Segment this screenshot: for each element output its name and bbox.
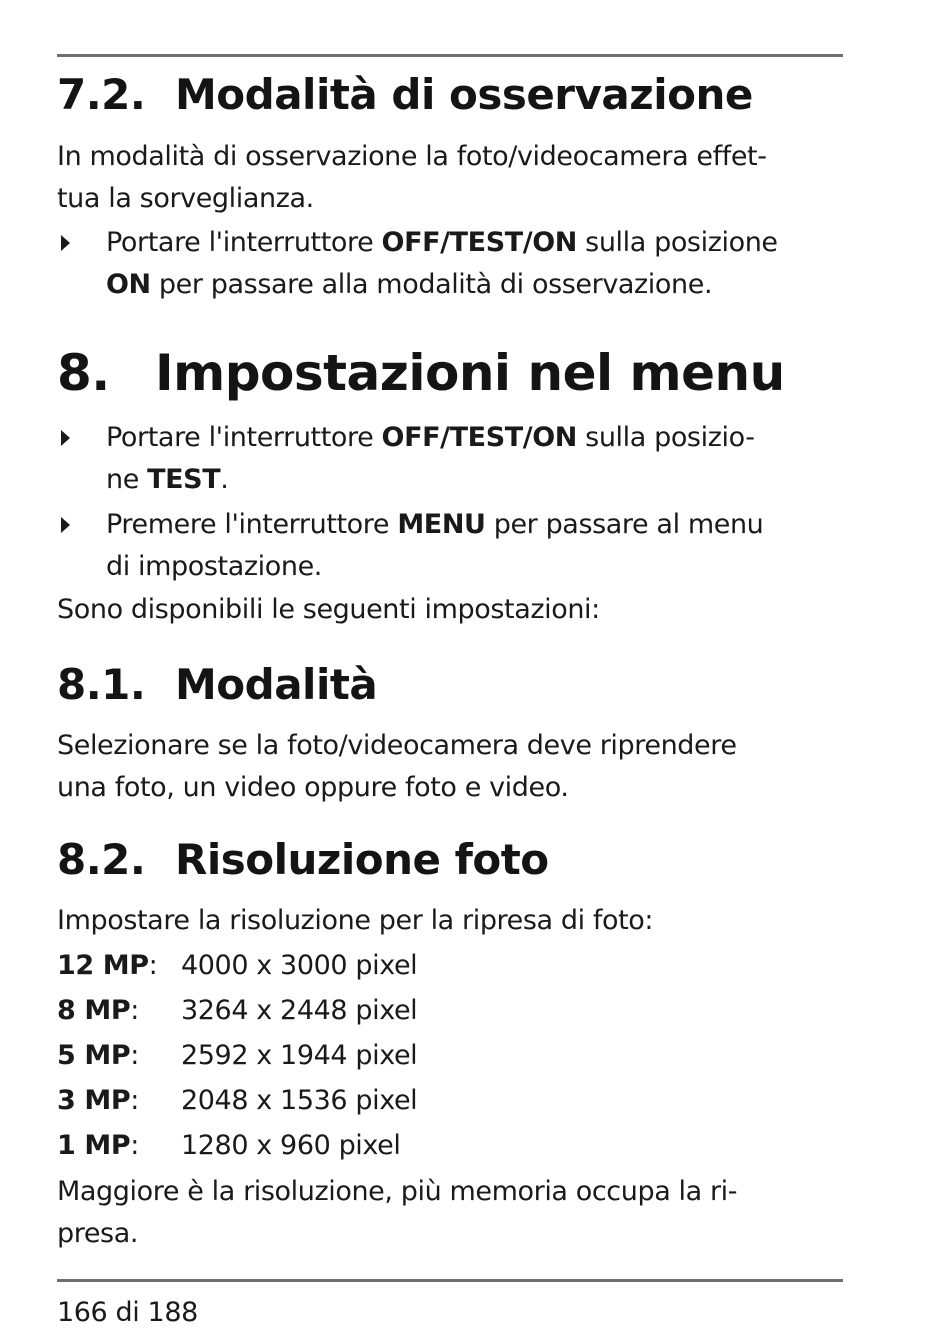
section-heading-7-2 xyxy=(57,70,753,119)
paragraph-resolution-intro: Impostare la risoluzione per la ripresa di foto: xyxy=(57,905,654,936)
resolution-row xyxy=(57,990,417,1032)
text-run: Premere l'interruttore xyxy=(106,509,398,540)
resolution-value: 2048 x 1536 pixel xyxy=(181,1085,418,1116)
resolution-label: 3 MP xyxy=(57,1085,131,1116)
switch-position: TEST xyxy=(147,464,221,495)
text-run: per passare al menu xyxy=(485,509,764,540)
resolution-value: 4000 x 3000 pixel xyxy=(181,950,418,981)
resolution-label: 12 MP xyxy=(57,950,149,981)
top-rule xyxy=(57,54,843,57)
resolution-row xyxy=(57,1035,417,1077)
text-run: per passare alla modalità di osservazione. xyxy=(150,269,713,300)
section-heading-8-2 xyxy=(57,835,549,884)
list-item xyxy=(57,417,847,501)
list-item xyxy=(57,504,847,588)
text-line: tua la sorveglianza. xyxy=(57,183,314,214)
paragraph-observation xyxy=(57,136,847,220)
bottom-rule xyxy=(57,1279,843,1282)
section-title: Modalità di osservazione xyxy=(175,70,753,119)
chapter-title: Impostazioni nel menu xyxy=(155,344,785,402)
text-run: sulla posizio- xyxy=(576,422,755,453)
section-title: Risoluzione foto xyxy=(175,835,549,884)
chapter-heading-8 xyxy=(57,344,785,402)
bullet-arrow-icon xyxy=(61,517,70,533)
colon: : xyxy=(148,950,158,981)
section-heading-8-1 xyxy=(57,660,377,709)
resolution-value: 3264 x 2448 pixel xyxy=(181,995,418,1026)
text-run: sulla posizione xyxy=(576,227,778,258)
text-run: . xyxy=(220,464,229,495)
resolution-row xyxy=(57,945,417,987)
resolution-value: 2592 x 1944 pixel xyxy=(181,1040,418,1071)
resolution-row xyxy=(57,1080,417,1122)
colon: : xyxy=(130,1040,139,1071)
text-line: una foto, un video oppure foto e video. xyxy=(57,772,569,803)
text-line: Selezionare se la foto/videocamera deve riprendere xyxy=(57,730,737,761)
switch-name: MENU xyxy=(397,509,486,540)
resolution-label: 8 MP xyxy=(57,995,131,1026)
section-number: 7.2. xyxy=(57,70,146,119)
chapter-number: 8. xyxy=(57,344,110,402)
resolution-label: 5 MP xyxy=(57,1040,131,1071)
text-line: Maggiore è la risoluzione, più memoria occupa la ri- xyxy=(57,1176,738,1207)
page-number: 166 di 188 xyxy=(57,1297,198,1328)
resolution-value: 1280 x 960 pixel xyxy=(181,1130,401,1161)
switch-name: OFF/TEST/ON xyxy=(381,422,577,453)
text-line: presa. xyxy=(57,1218,139,1249)
switch-position: ON xyxy=(106,269,151,300)
section-number: 8.2. xyxy=(57,835,146,884)
list-item xyxy=(57,222,847,306)
bullet-arrow-icon xyxy=(61,235,70,251)
paragraph-mode xyxy=(57,725,847,809)
paragraph-resolution-memory xyxy=(57,1171,847,1255)
colon: : xyxy=(130,1130,139,1161)
text-line: In modalità di osservazione la foto/videocamera effet- xyxy=(57,141,767,172)
text-run: Portare l'interruttore xyxy=(106,227,382,258)
colon: : xyxy=(130,995,139,1026)
text-line: di impostazione. xyxy=(106,551,322,582)
colon: : xyxy=(130,1085,139,1116)
text-run: ne xyxy=(106,464,148,495)
paragraph-available-settings: Sono disponibili le seguenti impostazioni: xyxy=(57,594,600,625)
bullet-arrow-icon xyxy=(61,430,70,446)
resolution-row xyxy=(57,1125,400,1167)
section-title: Modalità xyxy=(175,660,378,709)
switch-name: OFF/TEST/ON xyxy=(381,227,577,258)
text-run: Portare l'interruttore xyxy=(106,422,382,453)
section-number: 8.1. xyxy=(57,660,146,709)
resolution-label: 1 MP xyxy=(57,1130,131,1161)
